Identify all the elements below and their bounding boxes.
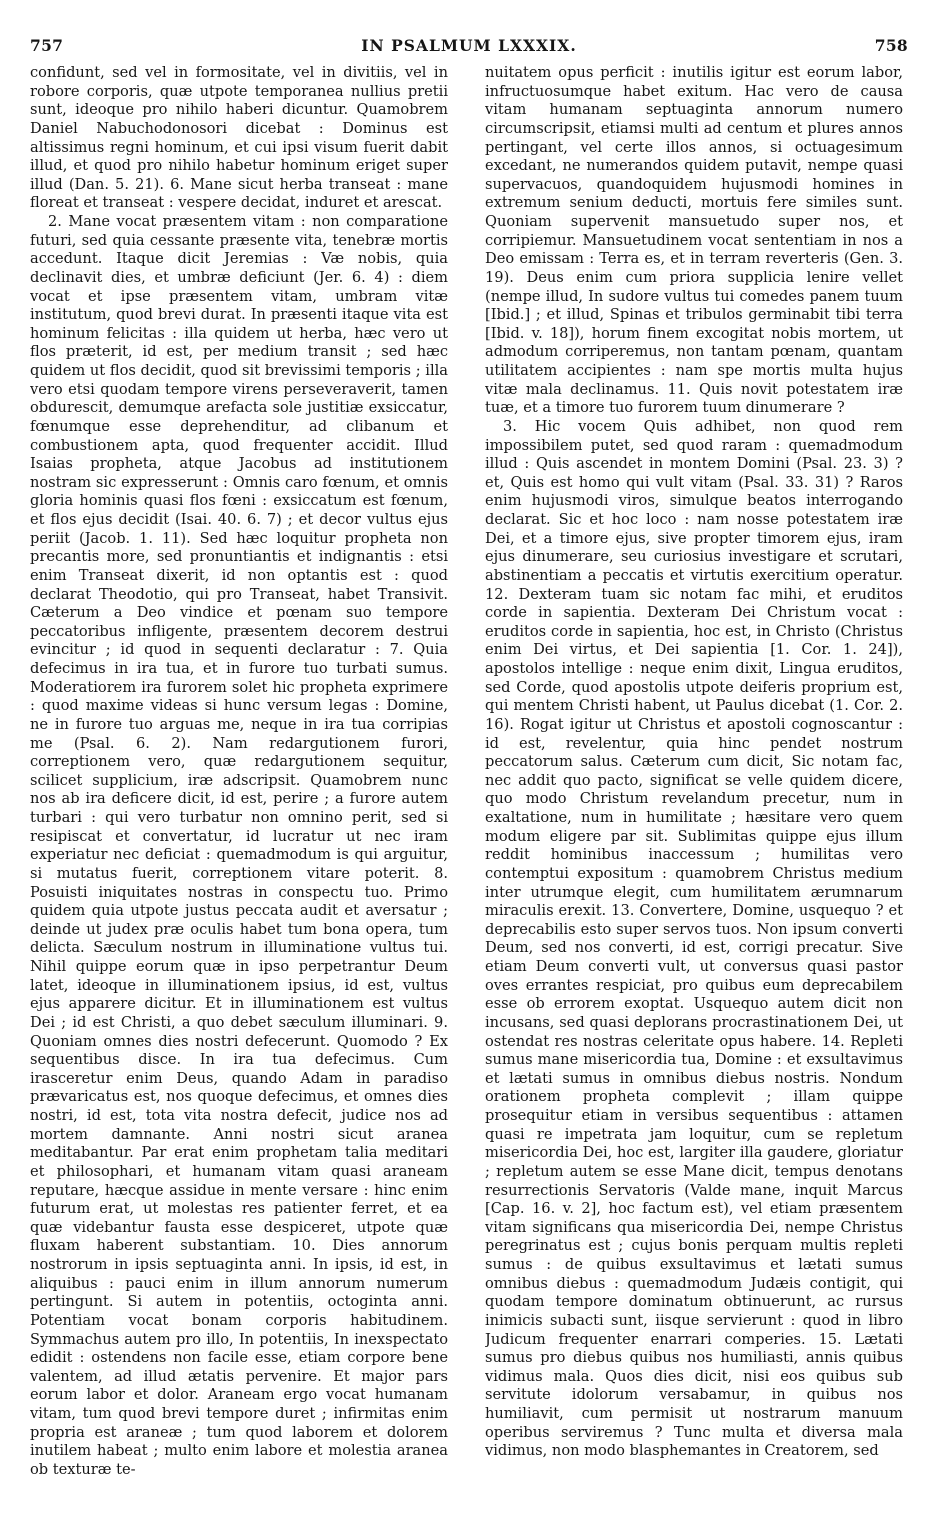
paragraph: 3. Hic vocem Quis adhibet, non quod rem impossibilem putet, sed quod raram : quemadmodum illud : Quis ascendet in montem Domini (Psal. 23. 3) ? et, Quis est homo qui vult vitam (Psal. 33. 31) ? Raros enim hujusmodi viros, simulque beatos interrogando declarat. Sic et hoc loco : nam nosse potestatem iræ Dei, et a timore ejus, sive propter timorem ejus, iram ejus dinumerare, seu curiosius investigare et scrutari, abstinentiam a peccatis et virtutis exercitium operatur. 12. Dexteram tuam sic notam fac mihi, et eruditos corde in sapientia. Dexteram Dei Christum vocat : eruditos corde in sapientia, hoc est, in Christo (Christus enim Dei virtus, et Dei sapientia [1. Cor. 1. 24]), apostolos intellige : neque enim dixit, Lingua eruditos, sed Corde, quod apostolis utpote deiferis proprium est, qui mentem Christi habent, ut Paulus dicebat (1. Cor. 2. 16). Rogat igitur ut Christus et apostoli cognoscantur : id est, revelentur, quia hinc pendet nostrum peccatorum salus. Cæterum cum dicit, Sic notam fac, nec addit quo pacto, significat se velle quidem dicere, quo modo Christum revelandum precetur, num in exaltatione, num in humilitate ; hæsitare vero quem modum eligere par sit. Sublimitas quippe ejus illum reddit hominibus inaccessum ; humilitas vero contemptui expositum : quamobrem Christus medium inter utrumque elegit, cum humilitatem ærumnarum miraculis erexit. 13. Convertere, Domine, usquequo ? et deprecabilis esto super servos tuos. Non ipsum converti Deum, sed nos converti, id est, corrigi precatur. Sive etiam Deum converti vult, ut conversus quasi pastor oves errantes respiciat, pro quibus eum deprecabilem esse ob errorem exoptat. Usquequo autem dicit non incusans, sed quasi deplorans procrastinationem Dei, ut ostendat res nostras celeritate opus habere. 14. Repleti sumus mane misericordia tua, Domine : et exsultavimus et lætati sumus in omnibus diebus nostris. Nondum orationem propheta complevit ; illam quippe prosequitur etiam in versibus sequentibus : attamen quasi re impetrata jam loquitur, cum se repletum misericordia Dei, hoc est, largiter illa gaudere, gloriatur ; repletum autem se esse Mane dicit, tempus denotans resurrectionis Servatoris (Valde mane, inquit Marcus [Cap. 16. v. 2], hoc factum est), vel etiam præsentem vitam significans qua misericordia Dei, nempe Christus peregrinatus est ; cujus bonis perquam multis repleti sumus : de quibus exsultavimus et lætati sumus omnibus diebus : quemadmodum Judæis contigit, qui quodam tempore dominatum obtinuerunt, ac rursus inimicis subacti sunt, iisque servierunt : quod in libro Judicum frequenter enarrari comperies. 15. Lætati sumus pro diebus quibus nos humiliasti, annis quibus vidimus mala. Quos dies dicit, nisi eos quibus sub servitute idolorum versabamur, in quibus nos humiliavit, cum permisit ut nostrarum manuum operibus serviremus ? Tunc multa et diversa mala vidimus, non modo blasphemantes in Creatorem, sed bbox=[485, 417, 903, 1460]
page-number-right: 758 bbox=[874, 36, 908, 55]
paragraph: 2. Mane vocat præsentem vitam : non comparatione futuri, sed quia cessante præsente vita, tenebræ mortis accedunt. Itaque dicit Jeremias : Væ nobis, quia declinavit dies, et umbræ deficiunt (Jer. 6. 4) : diem vocat et ipse præsentem vitam, umbram vitæ institutum, quod brevi durat. In præsenti itaque vita est hominum felicitas : illa quidem ut herba, hæc vero ut flos præterit, id est, per medium transit ; sed hæc quidem ut flos decidit, quod sit brevissimi temporis ; illa vero etsi quodam tempore virens perseveraverit, tamen obdurescit, demumque arefacta sole justitiæ exsiccatur, fœnumque esse deprehenditur, ad clibanum et combustionem apta, quod frequenter accidit. Illud Isaias propheta, atque Jacobus ad institutionem nostram sic expresserunt : Omnis caro fœnum, et omnis gloria hominis quasi flos fœni : exsiccatum est fœnum, et flos ejus decidit (Isai. 40. 6. 7) ; et decor vultus ejus periit (Jacob. 1. 11). Sed hæc loquitur propheta non precantis more, sed pronuntiantis et indignantis : etsi enim Transeat dixerit, id non optantis est : quod declarat Theodotio, qui pro Transeat, habet Transivit. Cæterum a Deo vindice et pœnam suo tempore peccatoribus infligente, præsentem decorem destrui evincitur ; id quod in sequenti declaratur : 7. Quia defecimus in ira tua, et in furore tuo turbati sumus. Moderatiorem ira furorem solet hic propheta exprimere : quod maxime videas si hunc versum legas : Domine, ne in furore tuo arguas me, neque in ira tua corripias me (Psal. 6. 2). Nam redargutionem furori, correptionem vero, quæ redargutionem sequitur, scilicet supplicium, iræ adscripsit. Quamobrem nunc nos ab ira deficere dicit, id est, perire ; a furore autem turbari : qui vero turbatur non omnino perit, sed si resipiscat et convertatur, id lucratur ut nec iram experiatur nec deficiat : quemadmodum is qui arguitur, si mutatus fuerit, correptionem vitare poterit. 8. Posuisti iniquitates nostras in conspectu tuo. Primo quidem quia utpote justus peccata audit et aversatur ; deinde ut judex præ oculis habet tum bona opera, tum delicta. Sæculum nostrum in illuminatione vultus tui. Nihil quippe eorum quæ in ipso perpetrantur Deum latet, ideoque in illuminationem ipsius, id est, vultus ejus apparere dicitur. Et in illuminationem est vultus Dei ; id est Christi, a quo debet sæculum illuminari. 9. Quoniam omnes dies nostri defecerunt. Quomodo ? Ex sequentibus disce. In ira tua defecimus. Cum irasceretur enim Deus, quando Adam in paradiso prævaricatus est, nos quoque defecimus, et omnes dies nostri, id est, tota vita nostra defecit, judice nos ad mortem damnante. Anni nostri sicut aranea meditabantur. Par erat enim prophetam talia meditari et philosophari, et humanam vitam quasi araneam reputare, hæcque assidue in mente versare : hinc enim futurum erat, ut molestas res patienter ferret, et ea quæ videbantur fausta esse despiceret, utpote quæ fluxam haberent substantiam. 10. Dies annorum nostrorum in ipsis septuaginta anni. In ipsis, id est, in aliquibus : pauci enim in illum annorum numerum pertingunt. Si autem in potentiis, octoginta anni. Potentiam vocat bonam corporis habitudinem. Symmachus autem pro illo, In potentiis, In inexspectato edidit : ostendens non facile esse, etiam corpore bene valentem, ad illud ætatis pervenire. Et major pars eorum labor et dolor. Araneam ergo vocat humanam vitam, tum quod brevi tempore duret ; infirmitas enim propria est araneæ ; tum quod laborem et dolorem inutilem habeat ; multo enim labore et molestia aranea ob texturæ te- bbox=[30, 213, 448, 1478]
right-column bbox=[485, 64, 903, 1526]
paragraph: confidunt, sed vel in formositate, vel in divitiis, vel in robore corporis, quæ utpote temporanea nullius pretii sunt, ideoque pro nihilo haberi dicuntur. Quamobrem Daniel Nabuchodonosori dicebat : Dominus est altissimus regni hominum, et cui ipsi visum fuerit dabit illud, et quod pro nihilo habetur hominum eriget super illud (Dan. 5. 21). 6. Mane sicut herba transeat : mane floreat et transeat : vespere decidat, induret et arescat. bbox=[30, 64, 448, 212]
paragraph: nuitatem opus perficit : inutilis igitur est eorum labor, infructuosumque habet exitum. Hac vero de causa vitam humanam septuaginta annorum numero circumscripsit, etiamsi multi ad centum et plures annos pertingant, vel certe illos annos, si octuagesimum excedant, ne numerandos quidem putavit, nempe quasi supervacuos, quandoquidem hujusmodi homines in extremum senium deducti, mortuis fere similes sunt. Quoniam supervenit mansuetudo super nos, et corripiemur. Mansuetudinem vocat sententiam in nos a Deo emissam : Terra es, et in terram reverteris (Gen. 3. 19). Deus enim cum priora supplicia lenire vellet (nempe illud, In sudore vultus tui comedes panem tuum [Ibid.] ; et illud, Spinas et tribulos germinabit tibi terra [Ibid. v. 18]), horum finem excogitat nobis mortem, ut admodum corriperemus, non tantam pœnam, quantam utilitatem accipientes : nam spe mortis multa hujus vitæ mala declinamus. 11. Quis novit potestatem iræ tuæ, et a timore tuo furorem tuum dinumerare ? bbox=[485, 64, 903, 417]
running-header bbox=[30, 36, 908, 58]
page-number-left: 757 bbox=[30, 36, 64, 55]
left-column bbox=[30, 64, 448, 1526]
running-title: IN PSALMUM LXXXIX. bbox=[361, 36, 577, 55]
